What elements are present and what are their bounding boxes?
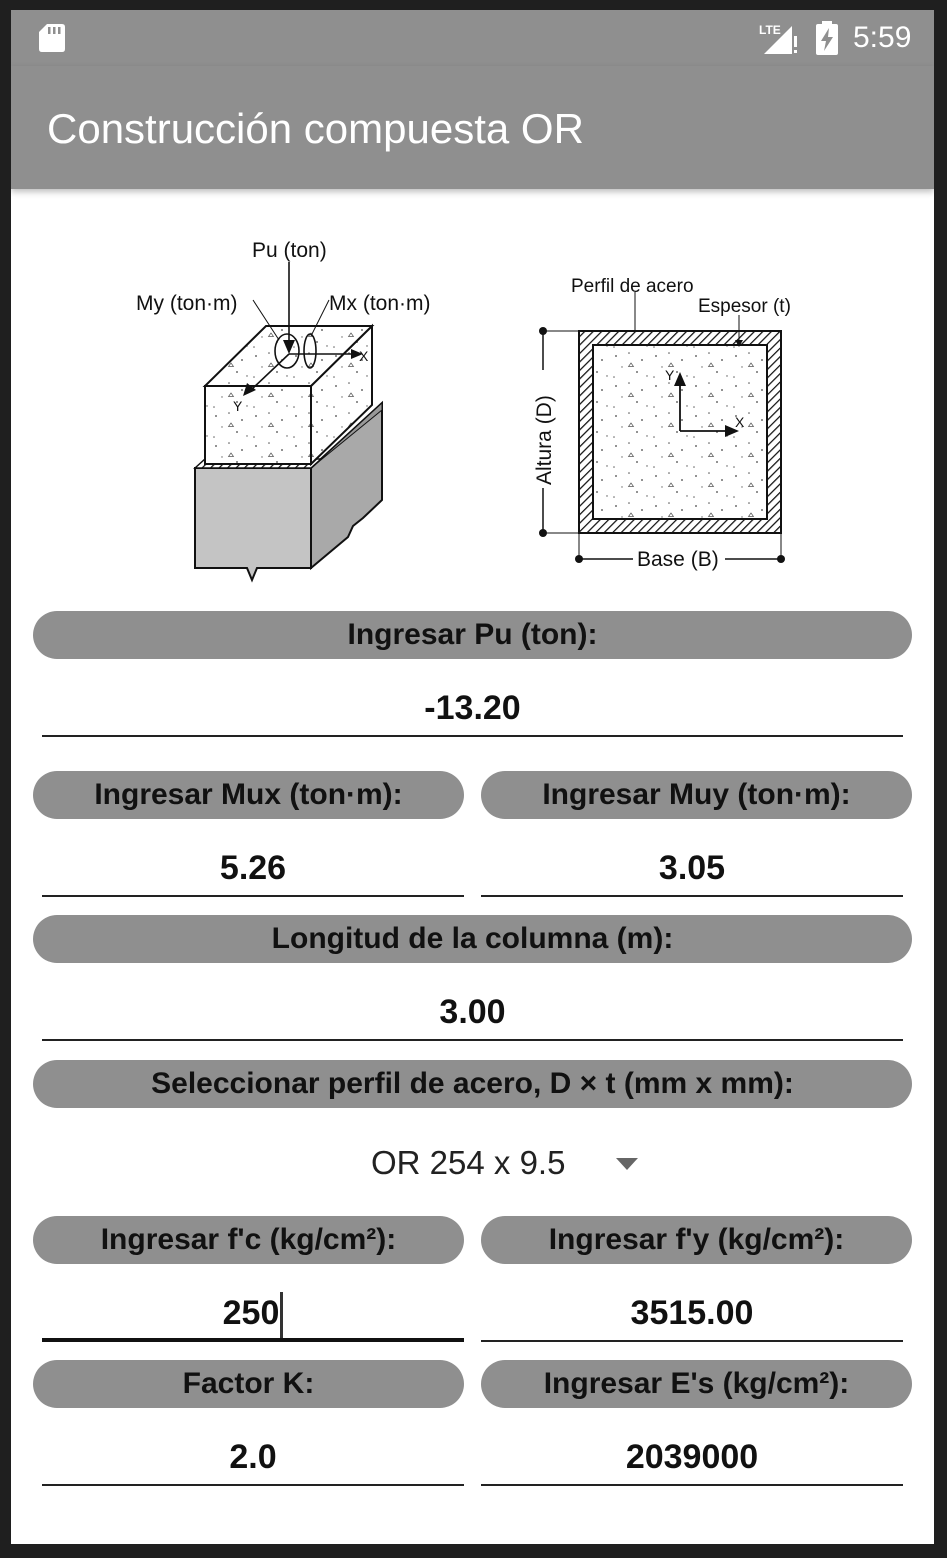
mux-label: Ingresar Mux (ton·m): — [33, 771, 464, 819]
pu-diagram-label: Pu (ton) — [252, 239, 327, 262]
mx-diagram-label: Mx (ton·m) — [329, 292, 431, 315]
pu-input[interactable]: -13.20 — [42, 679, 903, 737]
perfil-select-label: Seleccionar perfil de acero, D × t (mm x mm): — [33, 1060, 912, 1108]
my-diagram-label: My (ton·m) — [136, 292, 238, 315]
fy-label: Ingresar f'y (kg/cm²): — [481, 1216, 912, 1264]
text-cursor — [280, 1292, 283, 1338]
es-label: Ingresar E's (kg/cm²): — [481, 1360, 912, 1408]
muy-input[interactable]: 3.05 — [481, 839, 903, 897]
app-screen — [11, 10, 934, 1544]
fc-input[interactable] — [42, 1284, 464, 1342]
status-time: 5:59 — [853, 21, 912, 54]
fy-input[interactable]: 3515.00 — [481, 1284, 903, 1342]
pu-label: Ingresar Pu (ton): — [33, 611, 912, 659]
lte-signal-icon — [758, 20, 800, 56]
column-diagram — [11, 200, 934, 600]
fc-input-value: 250 — [222, 1294, 280, 1332]
fc-label: Ingresar f'c (kg/cm²): — [33, 1216, 464, 1264]
status-bar — [11, 10, 934, 66]
perfil-spinner[interactable] — [341, 1135, 661, 1191]
mux-input[interactable]: 5.26 — [42, 839, 464, 897]
espesor-label: Espesor (t) — [698, 296, 791, 317]
sd-card-icon — [38, 23, 66, 53]
altura-label: Altura (D) — [533, 395, 556, 485]
app-title: Construcción compuesta OR — [47, 105, 584, 152]
y-axis-label-section: Y — [665, 367, 675, 383]
column-3d-drawing — [136, 239, 431, 580]
perfil-label: Perfil de acero — [571, 276, 694, 297]
network-label: LTE — [759, 23, 781, 37]
k-input[interactable]: 2.0 — [42, 1428, 464, 1486]
x-axis-label-section: X — [735, 414, 745, 430]
base-label: Base (B) — [637, 548, 719, 571]
perfil-selected-value: OR 254 x 9.5 — [371, 1144, 566, 1181]
longitud-label: Longitud de la columna (m): — [33, 915, 912, 963]
cross-section-drawing — [531, 276, 791, 571]
longitud-input[interactable]: 3.00 — [42, 983, 903, 1041]
x-axis-label-3d: X — [359, 348, 369, 364]
battery-charging-icon — [815, 20, 839, 56]
app-bar — [11, 66, 934, 189]
y-axis-label-3d: Y — [233, 398, 243, 414]
k-label: Factor K: — [33, 1360, 464, 1408]
dropdown-arrow-icon — [616, 1158, 638, 1170]
muy-label: Ingresar Muy (ton·m): — [481, 771, 912, 819]
es-input[interactable]: 2039000 — [481, 1428, 903, 1486]
